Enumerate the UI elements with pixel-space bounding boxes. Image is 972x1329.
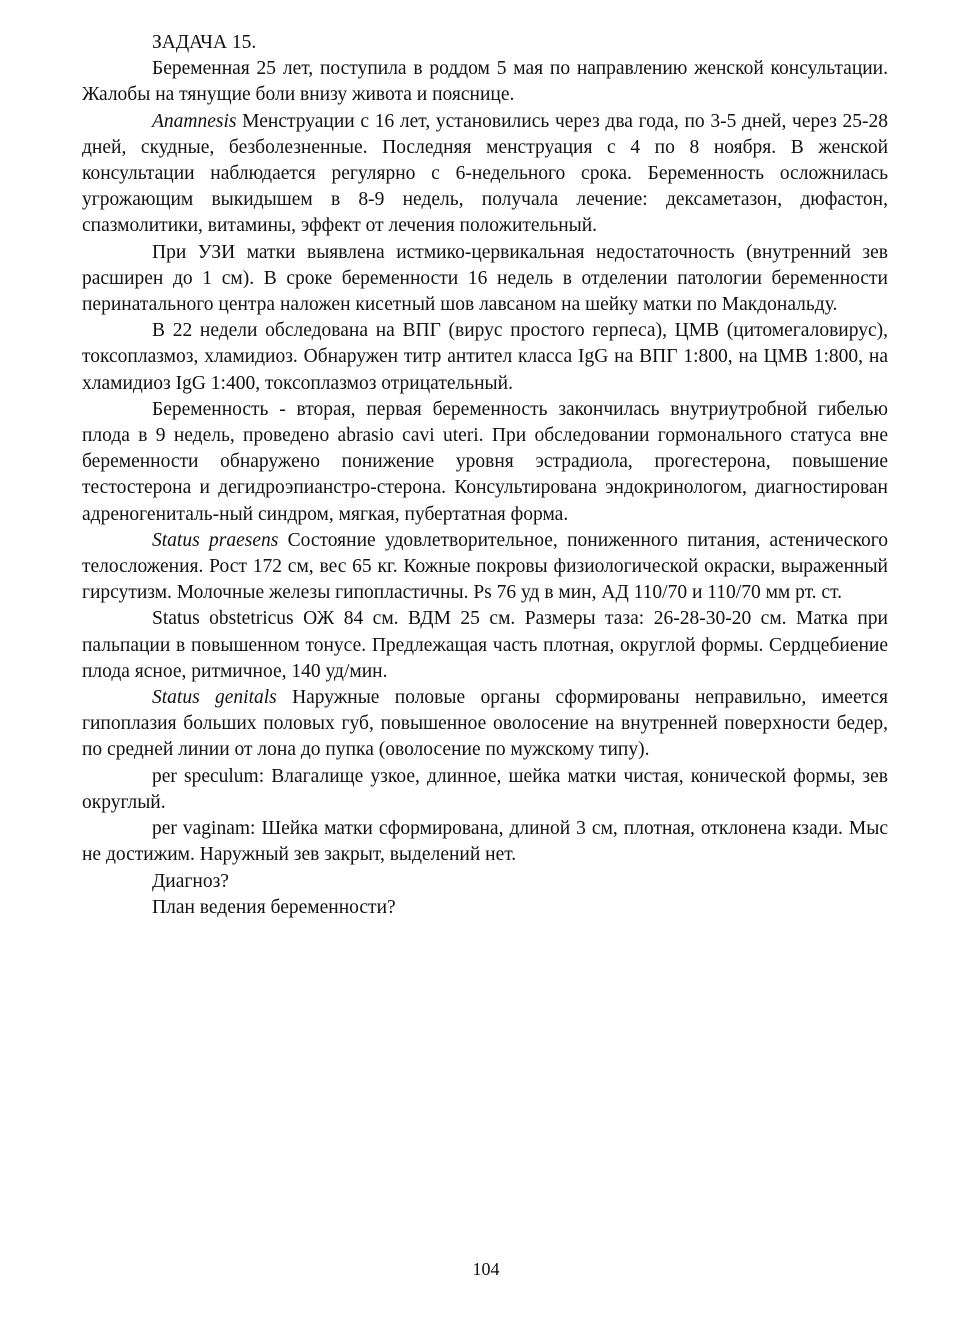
paragraph-text: Беременность - вторая, первая беременность закончилась внутриутробной гибелью плода в 9 недель, проведено abrasio cavi uteri. При обследовании гормонального статуса вне беременности обнаружено понижение уровня эстрадиола, прогестерона, повышение тестостерона и дегидроэпианстро-стерона. Консультирована эндокринологом, диагностирован адреногениталь-ный синдром, мягкая, пубертатная форма. — [82, 398, 888, 525]
paragraph-lead: Status genitals — [152, 687, 277, 709]
paragraph-per-vaginam — [82, 816, 888, 868]
paragraph-text: В 22 недели обследована на ВПГ (вирус простого герпеса), ЦМВ (цитомегаловирус), токсоплазмоз, хламидиоз. Обнаружен титр антител класса IgG на ВПГ 1:800, на ЦМВ 1:800, на хламидиоз IgG 1:400, токсоплазмоз отрицательный. — [82, 320, 888, 394]
paragraph-text: Диагноз? — [152, 870, 229, 892]
paragraph-lead: Anamnesis — [152, 110, 237, 132]
paragraph-intro — [82, 56, 888, 108]
paragraph-text: Status obstetricus ОЖ 84 см. ВДМ 25 см. Размеры таза: 26-28-30-20 см. Матка при пальпации в повышенном тонусе. Предлежащая часть плотная, округлой формы. Сердцебиение плода ясное, ритмичное, 140 уд/мин. — [82, 608, 888, 682]
page-number: 104 — [472, 1259, 500, 1279]
paragraph-text: При УЗИ матки выявлена истмико-цервикальная недостаточность (внутренний зев расширен до 1 см). В сроке беременности 16 недель в отделении патологии беременности перинатального центра наложен кисетный шов лавсаном на шейку матки по Макдональду. — [82, 241, 888, 316]
paragraph-per-speculum — [82, 764, 888, 816]
paragraph-status-praesens — [82, 528, 888, 607]
task-title: ЗАДАЧА 15. — [152, 32, 257, 53]
paragraph-ultrasound — [82, 240, 888, 319]
paragraph-text: Беременная 25 лет, поступила в роддом 5 мая по направлению женской консультации. Жалобы на тянущие боли внизу живота и пояснице. — [82, 58, 888, 106]
paragraph-text: План ведения беременности? — [152, 896, 396, 918]
paragraph-text: per vaginam: Шейка матки сформирована, длиной 3 см, плотная, отклонена кзади. Мыс не достижим. Наружный зев закрыт, выделений нет. — [82, 818, 888, 866]
paragraph-history — [82, 397, 888, 528]
question-diagnosis — [82, 869, 888, 895]
paragraph-anamnesis — [82, 109, 888, 240]
task-content — [82, 30, 888, 921]
paragraph-lead: Status praesens — [152, 529, 279, 551]
paragraph-text: Состояние удовлетворительное, пониженного питания, астенического телосложения. Рост 172 см, вес 65 кг. Кожные покровы физиологической окраски, выраженный гирсутизм. Молочные железы гипопластичны. Ps 76 уд в мин, АД 110/70 и 110/70 мм рт. ст. — [82, 529, 888, 604]
paragraph-text: Менструации с 16 лет, установились через два года, по 3-5 дней, через 25-28 дней, скудные, безболезненные. Последняя менструация с 4 по 8 ноября. В женской консультации наблюдается регулярно с 6-недельного срока. Беременность осложнилась угрожающим выкидышем в 8-9 недель, получала лечение: дексаметазон, дюфастон, спазмолитики, витамины, эффект от лечения положительный. — [82, 110, 888, 237]
paragraph-text: Наружные половые органы сформированы неправильно, имеется гипоплазия больших половых губ, повышенное оволосение на внутренней поверхности бедер, по средней линии от лона до пупка (оволосение по мужскому типу). — [82, 687, 888, 761]
paragraph-infections — [82, 318, 888, 397]
paragraph-status-genitals — [82, 685, 888, 764]
paragraph-text: per speculum: Влагалище узкое, длинное, шейка матки чистая, конической формы, зев округлый. — [82, 765, 888, 813]
question-plan — [82, 895, 888, 921]
paragraph-status-obstetricus — [82, 606, 888, 685]
